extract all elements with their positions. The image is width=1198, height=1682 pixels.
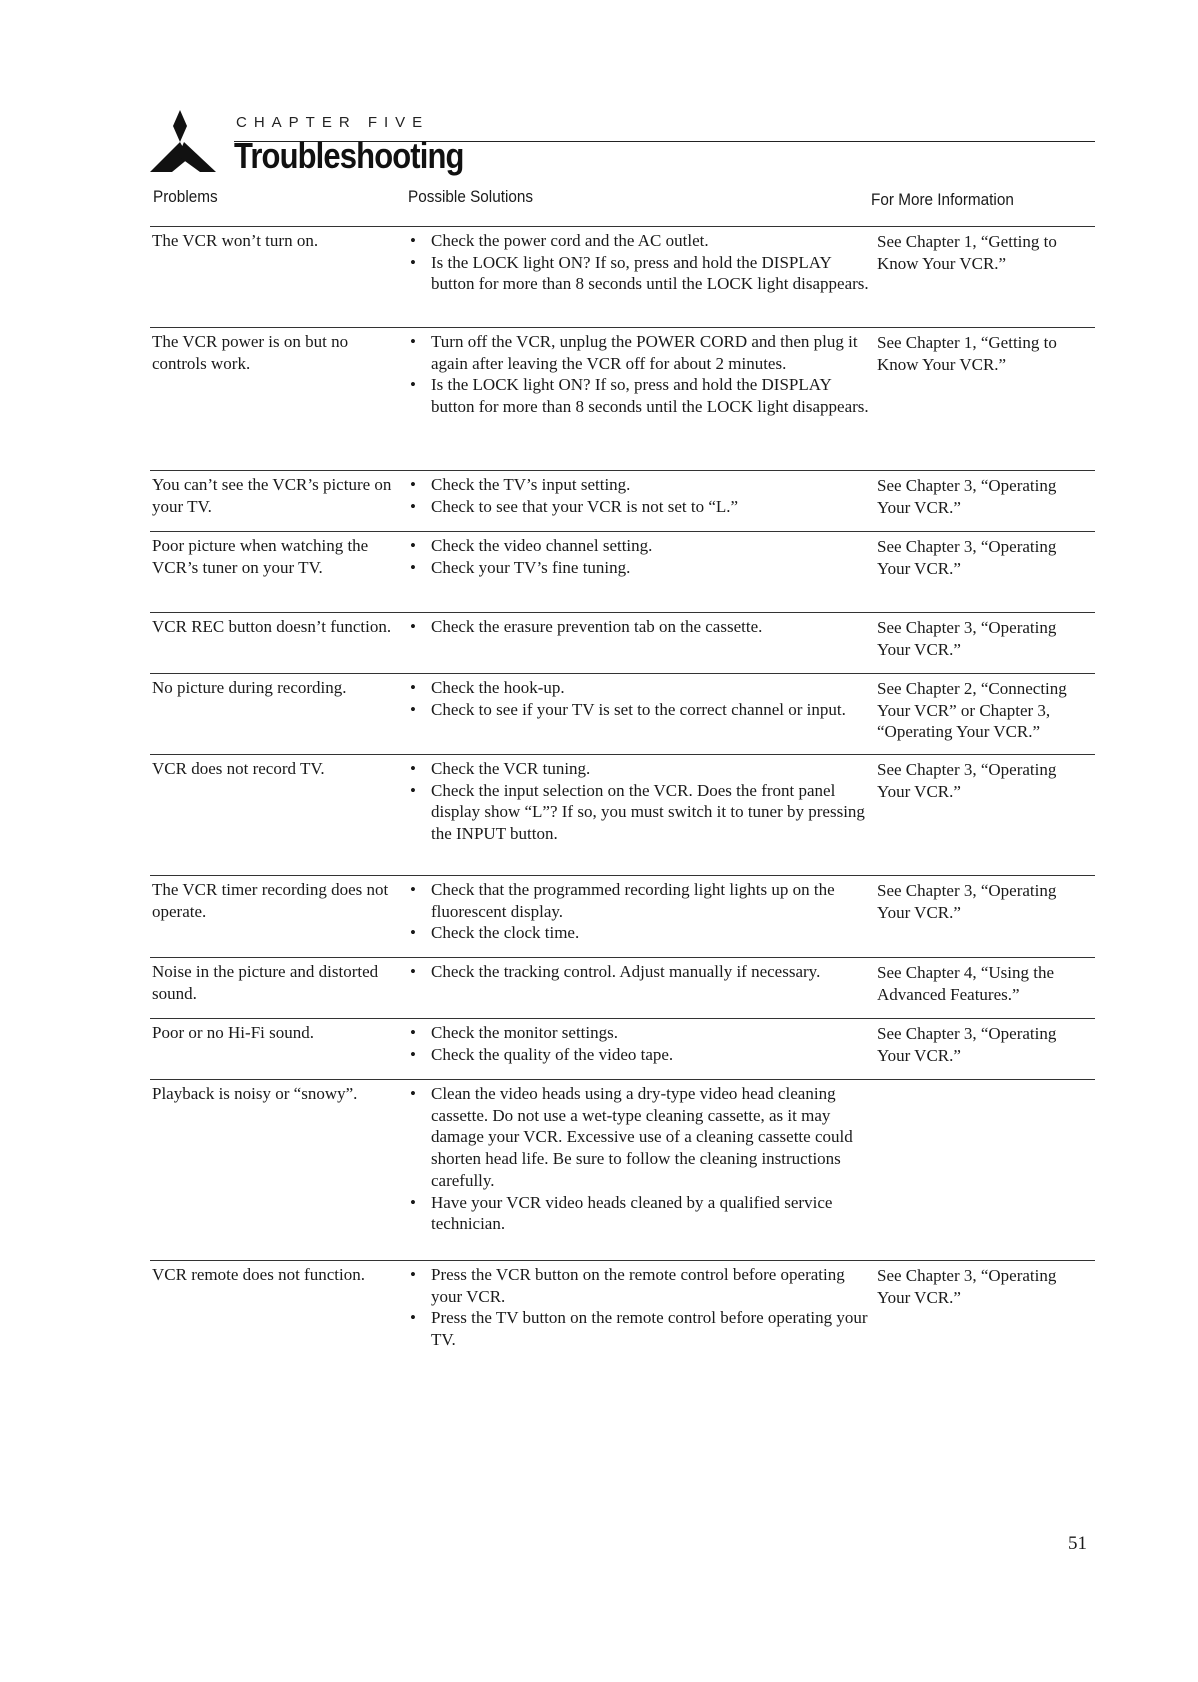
more-info-cell: See Chapter 3, “Operating Your VCR.” [877,1024,1057,1065]
solution-item: • Check to see that your VCR is not set to “L.” [404,496,872,518]
solutions-cell [404,1080,872,1260]
solution-item: • Is the LOCK light ON? If so, press and hold the DISPLAY button for more than 8 seconds until the LOCK light disappears. [404,252,872,295]
more-info-cell: See Chapter 4, “Using the Advanced Features.” [877,963,1055,1004]
solutions-cell [404,674,872,754]
solution-item: • Check the clock time. [404,922,872,944]
more-info-cell: See Chapter 3, “Operating Your VCR.” [877,537,1057,578]
solutions-cell [404,227,872,327]
problem-cell: VCR REC button doesn’t function. [152,617,392,636]
solutions-list [404,1264,872,1351]
table-row [150,1018,1095,1079]
table-row [150,531,1095,612]
problem-cell: VCR remote does not function. [152,1265,365,1284]
solution-item: • Check the hook-up. [404,677,872,699]
solutions-list [404,961,872,983]
solutions-list [404,879,872,944]
more-info-cell: See Chapter 3, “Operating Your VCR.” [877,760,1057,801]
solutions-cell [404,755,872,875]
solution-item: • Check the TV’s input setting. [404,474,872,496]
solutions-list [404,758,872,845]
solutions-list [404,474,872,517]
solutions-list [404,331,872,418]
solution-item: • Check the input selection on the VCR. Does the front panel display show “L”? If so, you must switch it to tuner by pressing the INPUT button. [404,780,872,845]
solutions-list [404,616,872,638]
solutions-cell [404,1261,872,1371]
solutions-cell [404,532,872,612]
problem-cell: The VCR won’t turn on. [152,231,319,250]
more-info-cell: See Chapter 2, “Connecting Your VCR” or Chapter 3, “Operating Your VCR.” [877,679,1067,742]
solution-item: • Have your VCR video heads cleaned by a qualified service technician. [404,1192,872,1235]
troubleshooting-table [150,226,1095,1371]
solutions-list [404,1083,872,1235]
table-row [150,1079,1095,1260]
solution-item: • Check the video channel setting. [404,535,872,557]
solution-item: • Press the TV button on the remote control before operating your TV. [404,1307,872,1350]
more-info-cell: See Chapter 1, “Getting to Know Your VCR.” [877,333,1057,374]
more-info-cell: See Chapter 3, “Operating Your VCR.” [877,881,1057,922]
problem-cell: No picture during recording. [152,678,347,697]
solutions-cell [404,876,872,957]
table-row [150,957,1095,1018]
table-row [150,1260,1095,1371]
solutions-cell [404,613,872,673]
more-info-cell: See Chapter 3, “Operating Your VCR.” [877,618,1057,659]
problem-cell: The VCR power is on but no controls work. [152,332,349,373]
solutions-cell [404,1019,872,1079]
solutions-list [404,677,872,720]
solutions-cell [404,328,872,470]
table-row [150,226,1095,327]
solution-item: • Press the VCR button on the remote control before operating your VCR. [404,1264,872,1307]
solution-item: • Is the LOCK light ON? If so, press and hold the DISPLAY button for more than 8 seconds until the LOCK light disappears. [404,374,872,417]
problem-cell: The VCR timer recording does not operate. [152,880,389,921]
solutions-list [404,230,872,295]
table-row [150,470,1095,531]
solution-item: • Check the erasure prevention tab on the cassette. [404,616,872,638]
solution-item: • Check the power cord and the AC outlet. [404,230,872,252]
solution-item: • Clean the video heads using a dry-type video head cleaning cassette. Do not use a wet-type cleaning cassette, as it may damage your VCR. Excessive use of a cleaning cassette could shorten head life. Be sure to follow the cleaning instructions carefully. [404,1083,872,1192]
more-info-cell [872,1080,1087,1260]
problem-cell: Poor or no Hi-Fi sound. [152,1023,314,1042]
chapter-header [150,110,1095,190]
problem-cell: You can’t see the VCR’s picture on your TV. [152,475,392,516]
column-headers [150,187,1095,217]
solutions-cell [404,471,872,531]
column-header-more-info: For More Information [871,190,1014,209]
solutions-list [404,1022,872,1065]
solution-item: • Turn off the VCR, unplug the POWER CORD and then plug it again after leaving the VCR off for about 2 minutes. [404,331,872,374]
solutions-cell [404,958,872,1018]
more-info-cell: See Chapter 3, “Operating Your VCR.” [877,476,1057,517]
more-info-cell: See Chapter 3, “Operating Your VCR.” [877,1266,1057,1307]
more-info-cell: See Chapter 1, “Getting to Know Your VCR.” [877,232,1057,273]
solution-item: • Check the tracking control. Adjust manually if necessary. [404,961,872,983]
problem-cell: VCR does not record TV. [152,759,325,778]
table-row [150,754,1095,875]
solution-item: • Check to see if your TV is set to the correct channel or input. [404,699,872,721]
solution-item: • Check the monitor settings. [404,1022,872,1044]
column-header-solutions: Possible Solutions [408,187,534,206]
problem-cell: Noise in the picture and distorted sound. [152,962,379,1003]
solution-item: • Check your TV’s fine tuning. [404,557,872,579]
page-number: 51 [1068,1533,1087,1554]
solution-item: • Check that the programmed recording light lights up on the fluorescent display. [404,879,872,922]
chapter-label: CHAPTER FIVE [236,114,430,131]
table-row [150,327,1095,470]
table-row [150,612,1095,673]
table-row [150,875,1095,957]
problem-cell: Playback is noisy or “snowy”. [152,1084,358,1103]
problem-cell: Poor picture when watching the VCR’s tuner on your TV. [152,536,369,577]
solution-item: • Check the quality of the video tape. [404,1044,872,1066]
column-header-problems: Problems [153,187,218,206]
page-title: Troubleshooting [234,135,464,176]
solution-item: • Check the VCR tuning. [404,758,872,780]
mitsubishi-three-diamonds-logo [150,110,220,172]
table-row [150,673,1095,754]
solutions-list [404,535,872,578]
